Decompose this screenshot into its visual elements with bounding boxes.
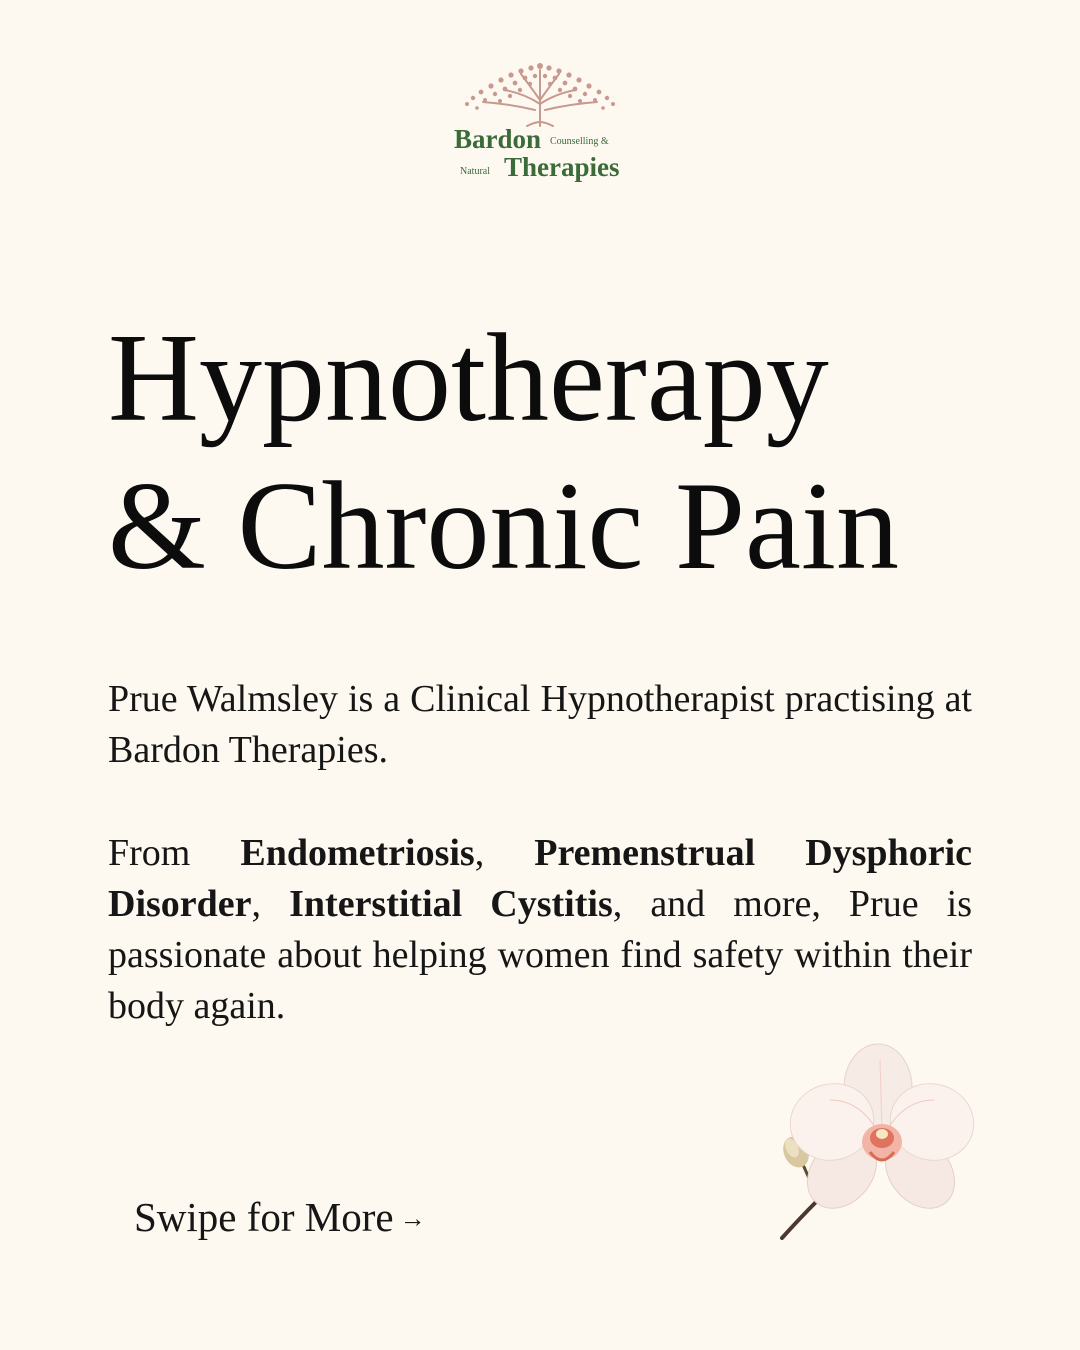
page-title	[108, 305, 1028, 601]
brand-name-counselling: Counselling &	[550, 136, 609, 147]
brand-name-natural: Natural	[460, 166, 490, 177]
tree-icon	[455, 60, 625, 130]
conditions-prefix: From	[108, 832, 241, 874]
condition-pmdd: Premenstrual Dysphoric Disorder	[108, 832, 972, 925]
swipe-for-more-button[interactable]	[134, 1192, 426, 1244]
brand-name-bardon: Bardon	[454, 124, 542, 154]
conditions-separator: ,	[251, 883, 290, 925]
condition-interstitial-cystitis: Interstitial Cystitis	[289, 883, 613, 925]
intro-paragraph: Prue Walmsley is a Clinical Hypnotherapist practising at Bardon Therapies.	[108, 678, 972, 771]
brand-logo	[440, 60, 640, 190]
brand-name	[440, 124, 640, 190]
conditions-paragraph	[108, 828, 972, 1032]
brand-name-therapies: Therapies	[504, 152, 620, 182]
title-line-2: & Chronic Pain	[108, 457, 899, 596]
arrow-right-icon: →	[399, 1204, 426, 1233]
conditions-suffix: , and more, Prue is passionate about helping women find safety within their body again.	[108, 883, 973, 1027]
orchid-flower	[770, 1040, 980, 1250]
title-line-1: Hypnotherapy	[108, 309, 829, 448]
swipe-label: Swipe for More	[134, 1194, 394, 1240]
conditions-separator: ,	[474, 832, 535, 874]
condition-endometriosis: Endometriosis	[240, 832, 475, 874]
